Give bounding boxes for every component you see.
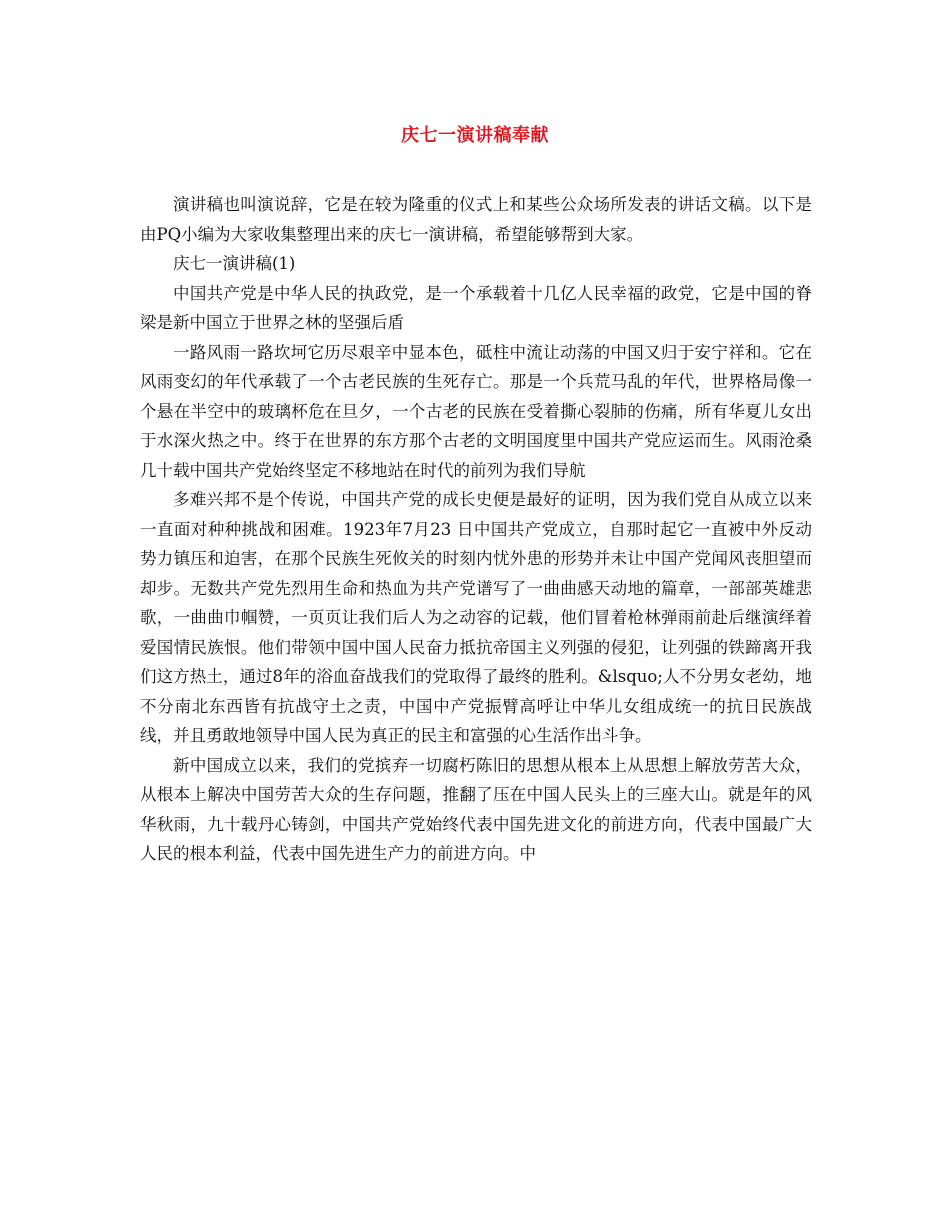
paragraph-intro: 演讲稿也叫演说辞，它是在较为隆重的仪式上和某些公众场所发表的讲话文稿。以下是由PQ小编为大家收集整理出来的庆七一演讲稿，希望能够帮到大家。: [140, 195, 812, 244]
paragraph: 一路风雨一路坎坷它历尽艰辛中显本色，砥柱中流让动荡的中国又归于安宁祥和。它在风雨变幻的年代承载了一个古老民族的生死存亡。那是一个兵荒马乱的年代，世界格局像一个悬在半空中的玻璃杯危在旦夕，一个古老的民族在受着撕心裂肺的伤痛，所有华夏儿女出于水深火热之中。终于在世界的东方那个古老的文明国度里中国共产党应运而生。风雨沧桑几十载中国共产党始终坚定不移地站在时代的前列为我们导航: [140, 342, 812, 480]
section-heading: 庆七一演讲稿(1): [173, 254, 296, 273]
document-title: 庆七一演讲稿奉献: [401, 125, 549, 146]
paragraph: 新中国成立以来，我们的党摈弃一切腐朽陈旧的思想从根本上从思想上解放劳苦大众，从根本上解决中国劳苦大众的生存问题，推翻了压在中国人民头上的三座大山。就是年的风华秋雨，九十载丹心铸剑，中国共产党始终代表中国先进文化的前进方向，代表中国最广大人民的根本利益，代表中国先进生产力的前进方向。中: [140, 755, 812, 863]
document-body: [140, 190, 812, 869]
paragraph: 中国共产党是中华人民的执政党，是一个承载着十几亿人民幸福的政党，它是中国的脊梁是新中国立于世界之林的坚强后盾: [140, 283, 812, 332]
paragraph: 多难兴邦不是个传说，中国共产党的成长史便是最好的证明，因为我们党自从成立以来一直面对种种挑战和困难。1923年7月23 日中国共产党成立，自那时起它一直被中外反动势力镇压和迫害，在那个民族生死攸关的时刻内忧外患的形势并未让中国产党闻风丧胆望而却步。无数共产党先烈用生命和热血为共产党谱写了一曲曲感天动地的篇章，一部部英雄悲歌，一曲曲巾帼赞，一页页让我们后人为之动容的记载，他们冒着枪林弹雨前赴后继演绎着爱国情民族恨。他们带领中国中国人民奋力抵抗帝国主义列强的侵犯，让列强的铁蹄离开我们这方热土，通过8年的浴血奋战我们的党取得了最终的胜利。&lsquo;人不分男女老幼，地不分南北东西皆有抗战守土之责，中国中产党振臂高呼让中华儿女组成统一的抗日民族战线，并且勇敢地领导中国人民为真正的民主和富强的心生活作出斗争。: [140, 490, 812, 745]
